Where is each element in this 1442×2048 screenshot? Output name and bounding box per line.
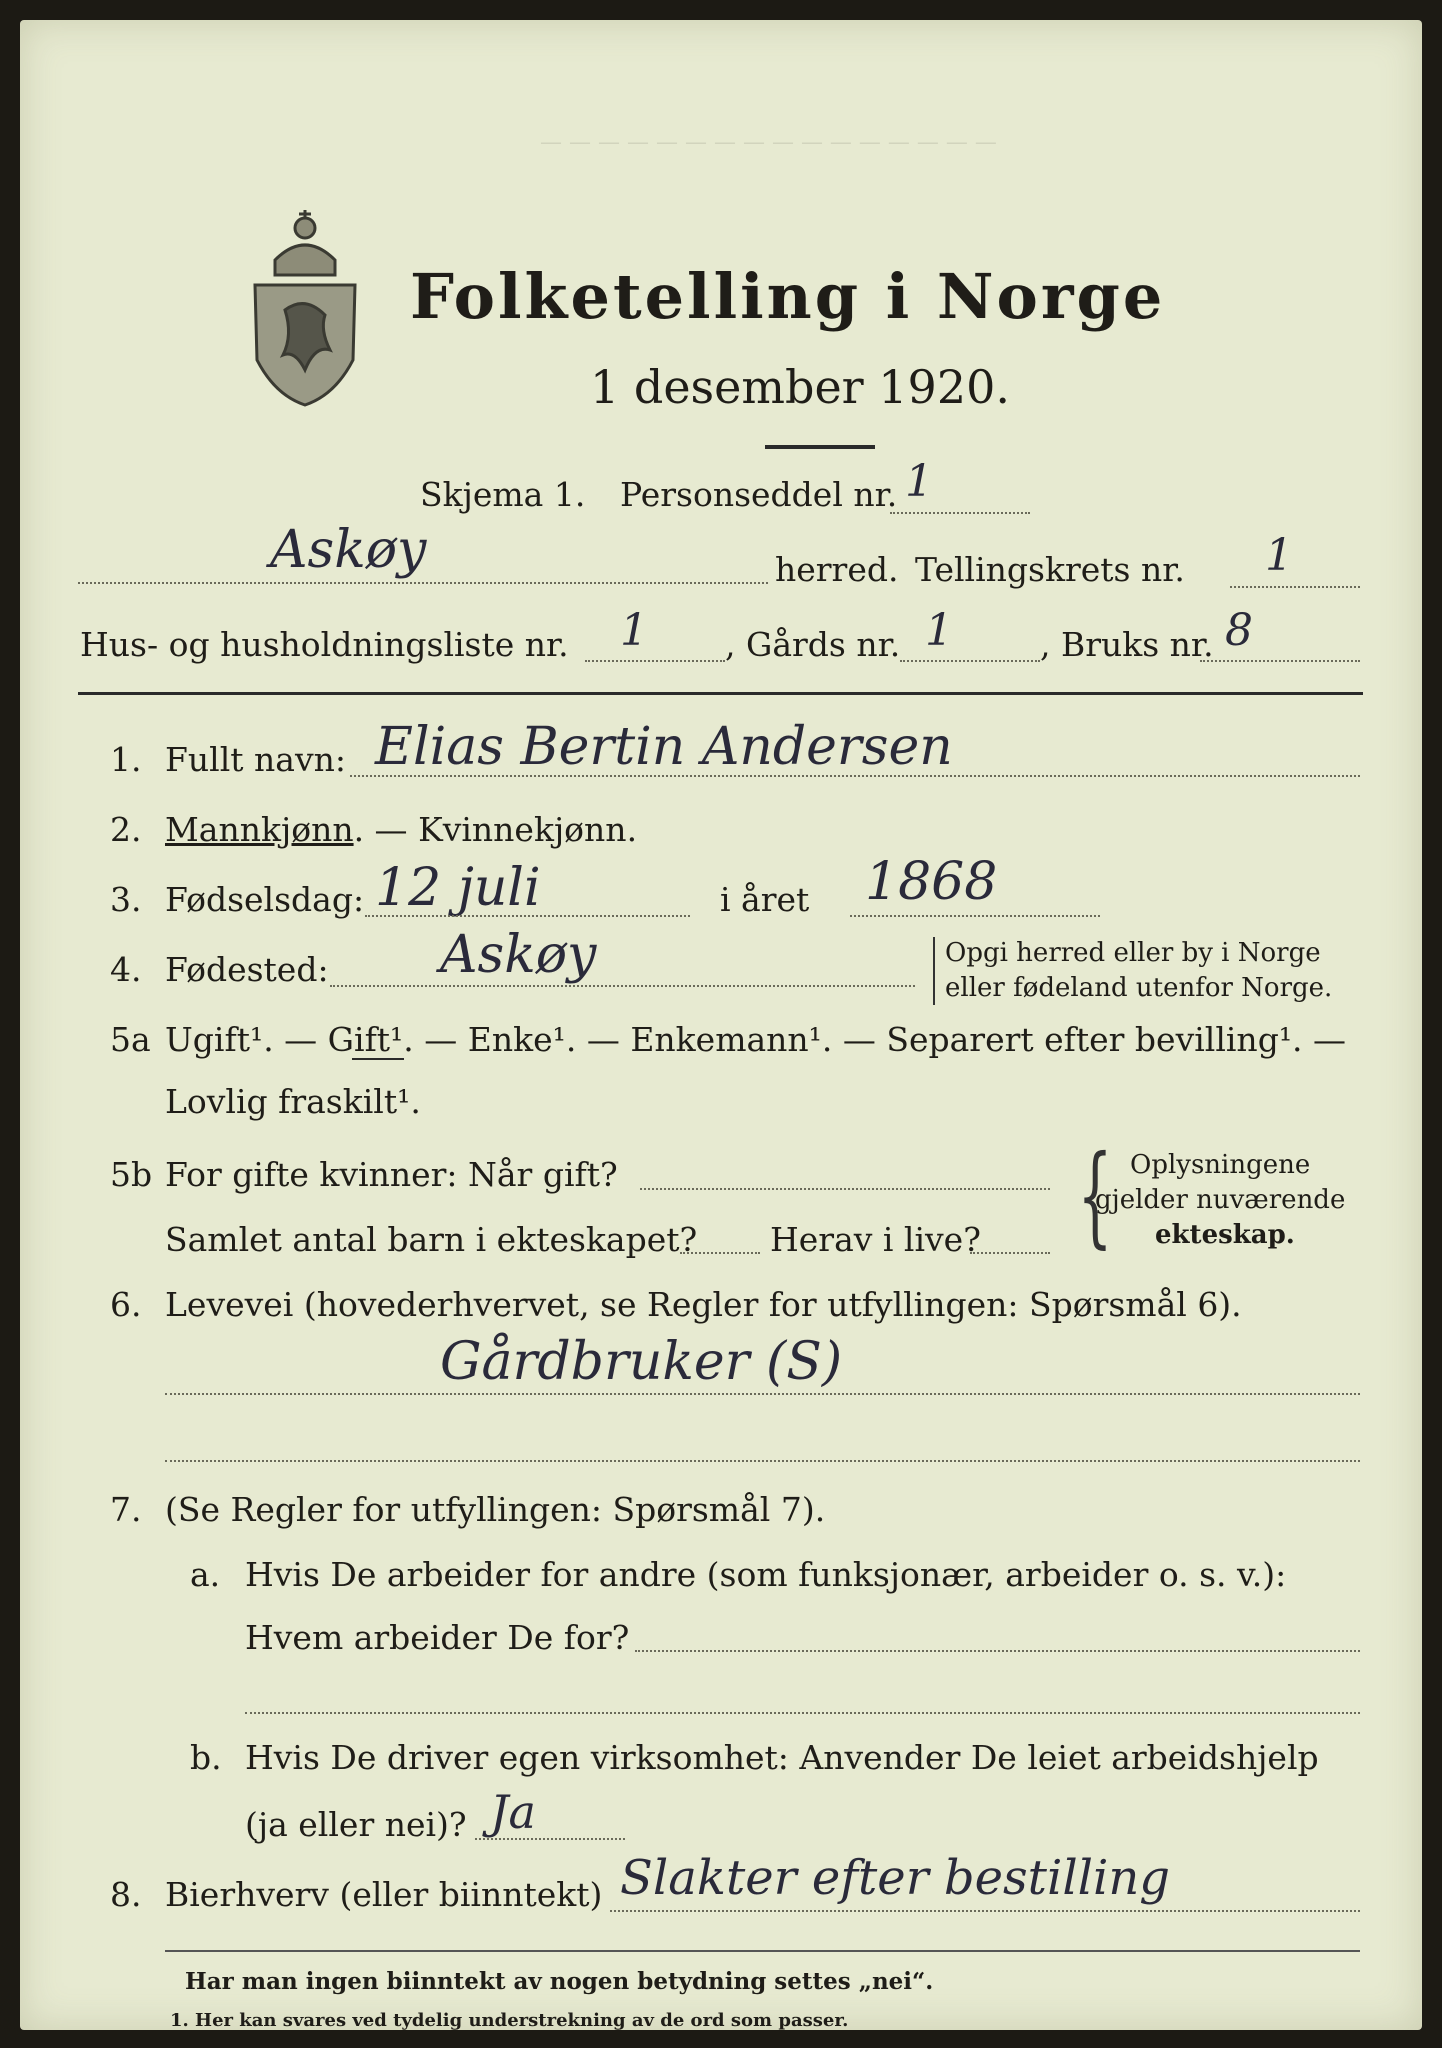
q1-number: 1. <box>110 740 142 779</box>
husholdningsliste-label: Hus- og husholdningsliste nr. <box>80 625 569 664</box>
q4-number: 4. <box>110 950 142 989</box>
q3-birthday-value: 12 juli <box>375 858 541 918</box>
q4-note-line1: Opgi herred eller by i Norge <box>945 938 1321 968</box>
q3-year-label: i året <box>720 880 810 919</box>
q7b-label: Hvis De driver egen virksomhet: Anvender De leiet arbeidshjelp <box>245 1738 1319 1777</box>
q6-line1 <box>165 1393 1360 1395</box>
herred-label: herred. <box>775 550 899 589</box>
personseddel-value: 1 <box>905 456 933 507</box>
q7-number: 7. <box>110 1490 142 1529</box>
q1-line <box>350 775 1360 777</box>
q1-label: Fullt navn: <box>165 740 346 779</box>
q3-year-value: 1868 <box>865 852 998 912</box>
q5b-note-line3: ekteskap. <box>1155 1220 1295 1250</box>
q2-male-option: Mannkjønn <box>165 810 354 849</box>
form-date: 1 desember 1920. <box>590 360 1010 414</box>
q2-number: 2. <box>110 810 142 849</box>
personseddel-label: Personseddel nr. <box>620 475 898 514</box>
q7a-line1 <box>635 1650 1360 1652</box>
q8-line <box>610 1910 1360 1912</box>
q5a-gift-underline <box>352 1058 404 1060</box>
q3-birthday-line <box>365 915 690 917</box>
q6-line2 <box>165 1460 1360 1462</box>
husholdningsliste-value: 1 <box>620 605 648 656</box>
q5a-options-line2: Lovlig fraskilt¹. <box>165 1082 421 1121</box>
q2-end: . <box>626 810 638 849</box>
form-title: Folketelling i Norge <box>410 260 1166 333</box>
q7b-number: b. <box>190 1738 222 1777</box>
coat-of-arms-icon <box>235 190 375 415</box>
title-divider <box>765 445 875 449</box>
q5b-children-line <box>680 1252 760 1254</box>
gards-label: , Gårds nr. <box>725 625 901 664</box>
q5b-label: For gifte kvinner: Når gift? <box>165 1155 618 1194</box>
q6-label: Levevei (hovederhvervet, se Regler for utfyllingen: Spørsmål 6). <box>165 1285 1242 1324</box>
footer-note: Har man ingen biinntekt av nogen betydning settes „nei“. <box>185 1968 934 1995</box>
bruks-value: 8 <box>1225 605 1253 656</box>
q5b-brace: { <box>1077 1131 1113 1259</box>
q7a-line2 <box>245 1712 1360 1714</box>
q3-number: 3. <box>110 880 142 919</box>
q3-label: Fødselsdag: <box>165 880 365 919</box>
q7b-line <box>475 1838 625 1840</box>
census-form <box>20 20 1422 2030</box>
q5a-number: 5a <box>110 1020 151 1059</box>
q7a-number: a. <box>190 1555 221 1594</box>
q4-brace <box>933 937 935 1005</box>
footnote: 1. Her kan svares ved tydelig understrekning av de ord som passer. <box>170 2010 849 2030</box>
q1-full-name-value: Elias Bertin Andersen <box>375 717 953 777</box>
q5b-note-line1: Oplysningene <box>1130 1150 1311 1180</box>
q7-label: (Se Regler for utfyllingen: Spørsmål 7). <box>165 1490 826 1529</box>
q7a-label: Hvis De arbeider for andre (som funksjonær, arbeider o. s. v.): <box>245 1555 1287 1594</box>
bruks-line <box>1200 660 1360 662</box>
q5b-number: 5b <box>110 1155 153 1194</box>
personseddel-line <box>890 512 1030 514</box>
q8-label: Bierhverv (eller biinntekt) <box>165 1875 603 1914</box>
section-divider <box>78 692 1363 695</box>
q7b-value: Ja <box>490 1785 536 1839</box>
q7b-sub-label: (ja eller nei)? <box>245 1805 467 1844</box>
husholdningsliste-line <box>585 660 725 662</box>
herred-value: Askøy <box>270 520 427 580</box>
gards-line <box>900 660 1040 662</box>
skjema-label: Skjema 1. <box>420 475 586 514</box>
q4-birthplace-value: Askøy <box>440 925 597 985</box>
bruks-label: , Bruks nr. <box>1040 625 1214 664</box>
q4-label: Fødested: <box>165 950 329 989</box>
q7a-sub-label: Hvem arbeider De for? <box>245 1618 630 1657</box>
q2-options <box>165 810 637 849</box>
herred-line <box>78 582 768 584</box>
q4-note-line2: eller fødeland utenfor Norge. <box>945 973 1333 1003</box>
q2-female-option: Kvinnekjønn <box>418 810 627 849</box>
q8-side-income-value: Slakter efter bestilling <box>620 1850 1171 1906</box>
tellingskrets-label: Tellingskrets nr. <box>915 550 1185 589</box>
q5b-alive-label: Herav i live? <box>770 1220 981 1259</box>
q8-number: 8. <box>110 1875 142 1914</box>
q5b-note-line2: gjelder nuværende <box>1095 1185 1346 1215</box>
q6-occupation-value: Gårdbruker (S) <box>440 1332 843 1392</box>
bleed-through-text: — — — — — — — — — — — — — — — — <box>540 130 997 155</box>
q2-separator: . — <box>353 810 419 849</box>
q3-year-line <box>850 915 1100 917</box>
q5a-options: Ugift¹. — Gift¹. — Enke¹. — Enkemann¹. — Separert efter bevilling¹. — <box>165 1020 1347 1059</box>
q4-line <box>330 985 915 987</box>
tellingskrets-value: 1 <box>1265 530 1293 581</box>
q5b-when-line <box>640 1188 1050 1190</box>
q5b-alive-line <box>970 1252 1050 1254</box>
gards-value: 1 <box>925 605 953 656</box>
q6-number: 6. <box>110 1285 142 1324</box>
tellingskrets-line <box>1230 586 1360 588</box>
footer-rule <box>165 1950 1360 1952</box>
q5b-children-label: Samlet antal barn i ekteskapet? <box>165 1220 698 1259</box>
